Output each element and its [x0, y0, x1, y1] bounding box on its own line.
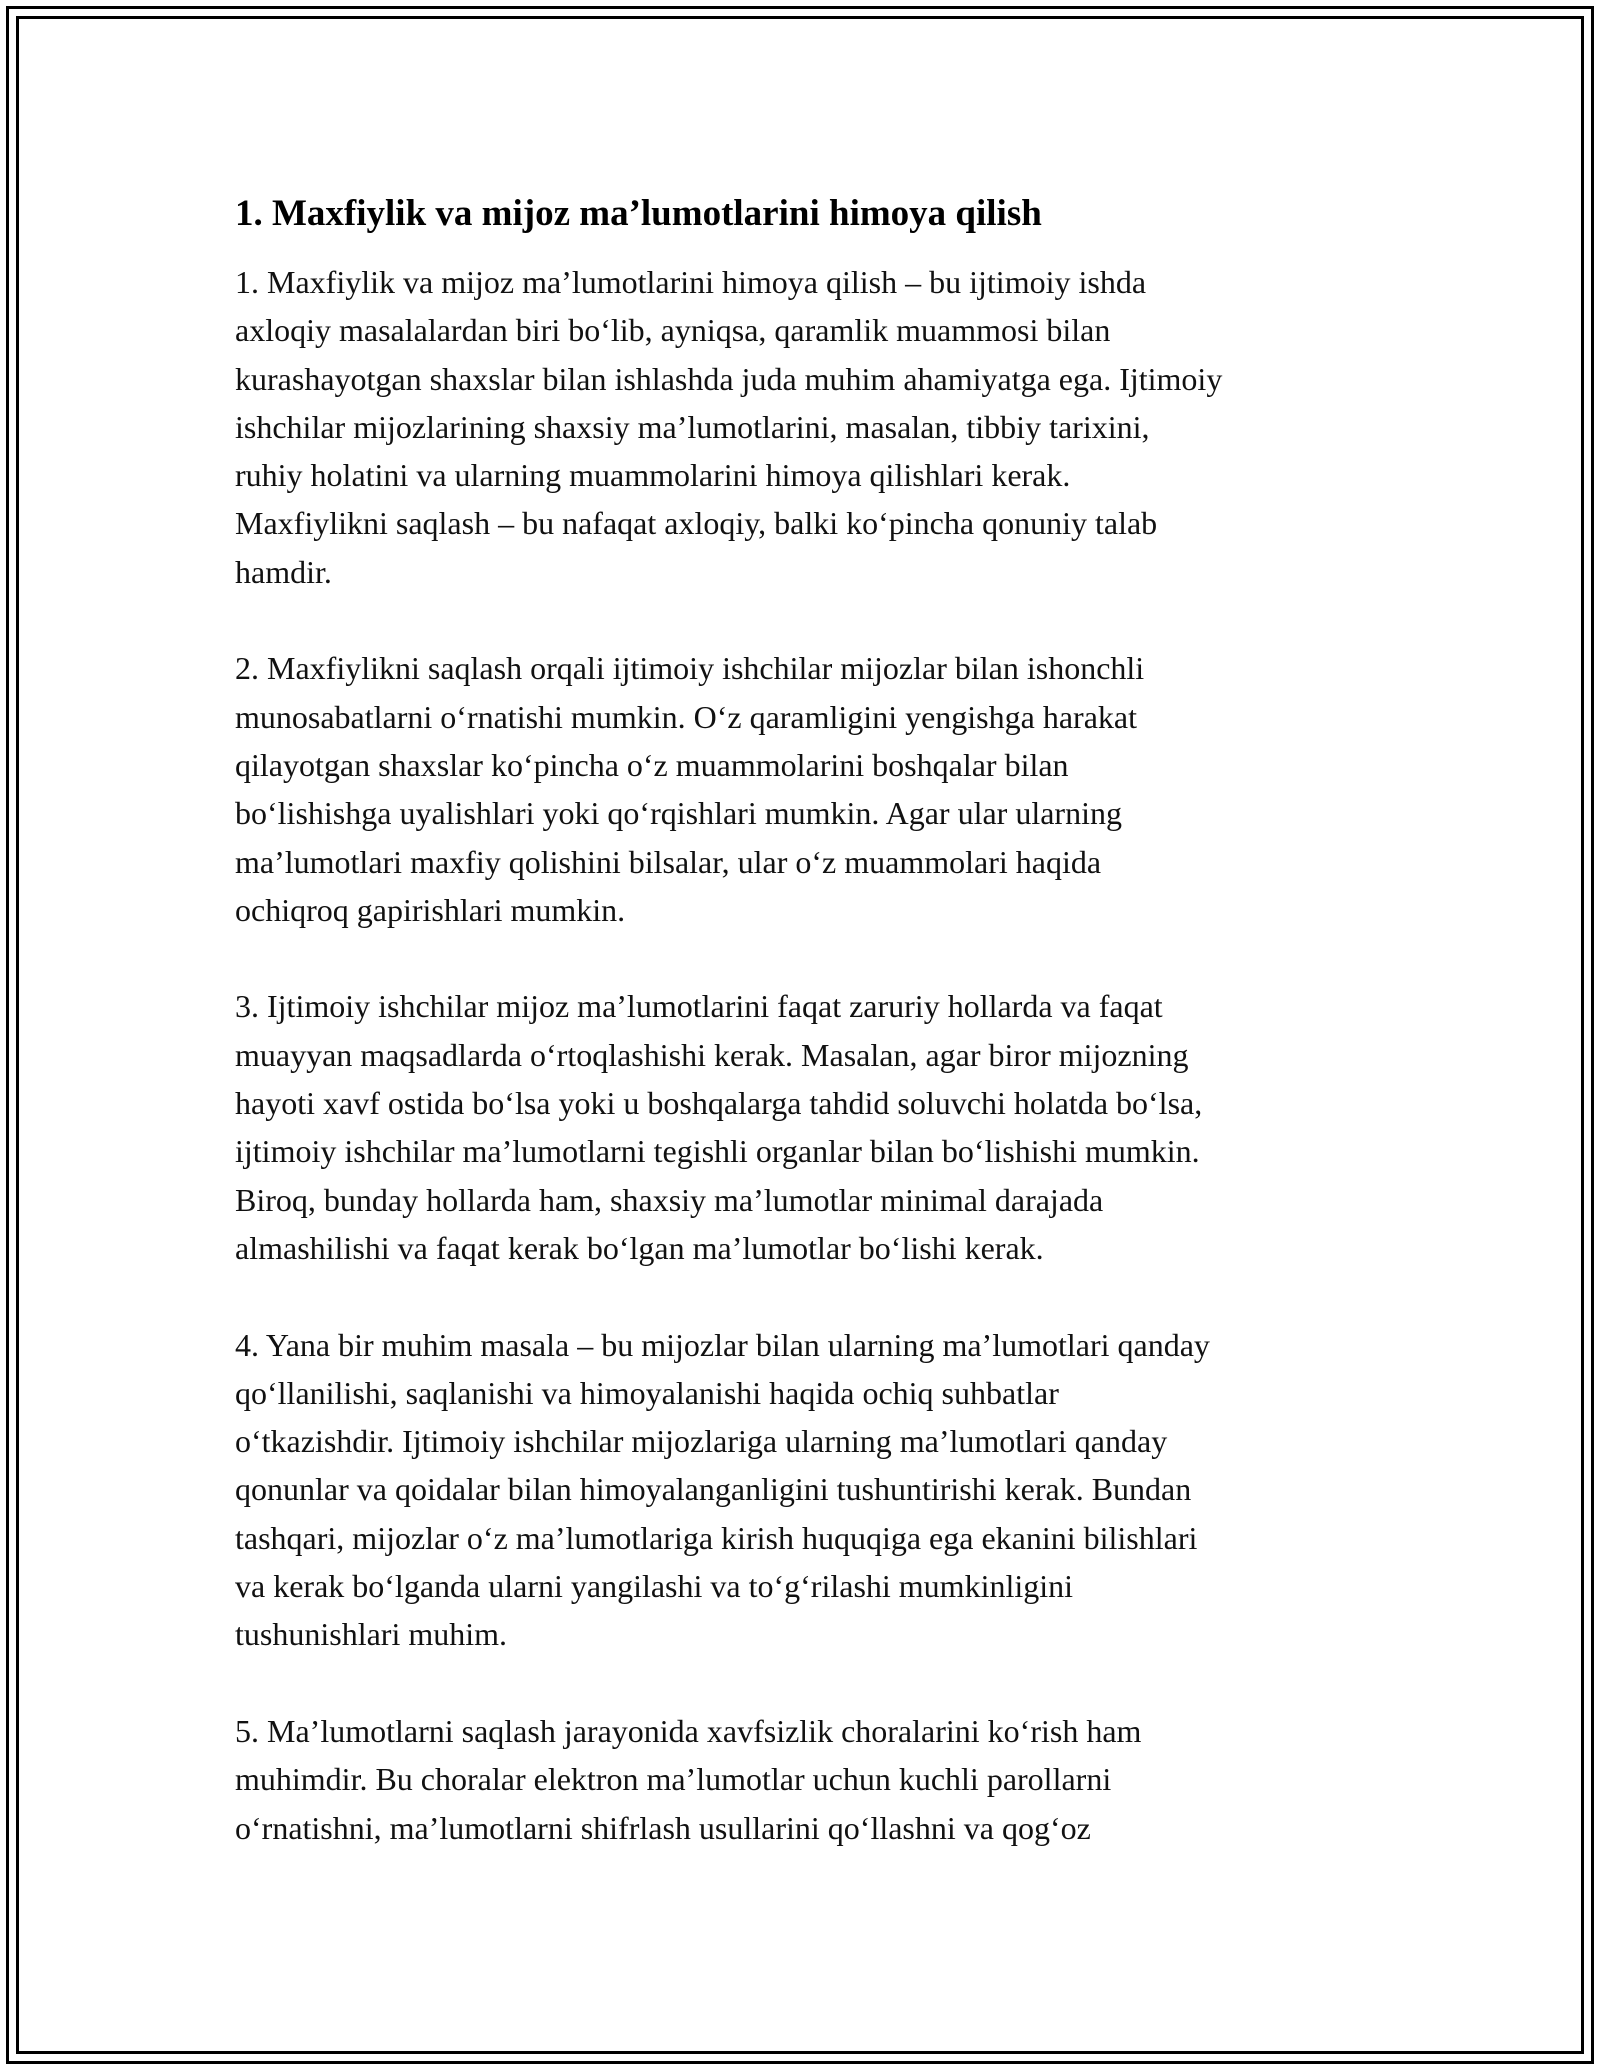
paragraph-5: 5. Ma’lumotlarni saqlash jarayonida xavfsizlik choralarini ko‘rish ham muhimdir. Bu choralar elektron ma’lumotlar uchun kuchli parollarni o‘rnatishni, ma’lumotlarni shifrlash usullarini qo‘llashni va qog‘oz — [235, 1712, 1142, 1846]
document-title: 1. Maxfiylik va mijoz ma’lumotlarini himoya qilish — [235, 193, 1042, 234]
paragraph-2: 2. Maxfiylikni saqlash orqali ijtimoiy ishchilar mijozlar bilan ishonchli munosabatlarni o‘rnatishi mumkin. O‘z qaramligini yengishga harakat qilayotgan shaxslar ko‘pincha o‘z muammolarini boshqalar bilan bo‘lishishga uyalishlari yoki qo‘rqishlari mumkin. Agar ular ularning ma’lumotlari maxfiy qolishini bilsalar, ular o‘z muammolari haqida ochiqroq gapirishlari mumkin. — [235, 650, 1145, 928]
paragraph-1: 1. Maxfiylik va mijoz ma’lumotlarini himoya qilish – bu ijtimoiy ishda axloqiy masalalardan biri bo‘lib, ayniqsa, qaramlik muammosi bilan kurashayotgan shaxslar bilan ishlashda juda muhim ahamiyatga ega. Ijtimoiy ishchilar mijozlarining shaxsiy ma’lumotlarini, masalan, tibbiy tarixini, ruhiy holatini va ularning muammolarini himoya qilishlari kerak. Maxfiylikni saqlash – bu nafaqat axloqiy, balki ko‘pincha qonuniy talab hamdir. — [235, 264, 1223, 590]
paragraph-3: 3. Ijtimoiy ishchilar mijoz ma’lumotlarini faqat zaruriy hollarda va faqat muayyan maqsadlarda o‘rtoqlashishi kerak. Masalan, agar biror mijozning hayoti xavf ostida bo‘lsa yoki u boshqalarga tahdid soluvchi holatda bo‘lsa, ijtimoiy ishchilar ma’lumotlarni tegishli organlar bilan bo‘lishishi mumkin. Biroq, bunday hollarda ham, shaxsiy ma’lumotlar minimal darajada almashilishi va faqat kerak bo‘lgan ma’lumotlar bo‘lishi kerak. — [235, 988, 1203, 1266]
paragraph-4: 4. Yana bir muhim masala – bu mijozlar bilan ularning ma’lumotlari qanday qo‘llanilishi, saqlanishi va himoyalanishi haqida ochiq suhbatlar o‘tkazishdir. Ijtimoiy ishchilar mijozlariga ularning ma’lumotlari qanday qonunlar va qoidalar bilan himoyalanganligini tushuntirishi kerak. Bundan tashqari, mijozlar o‘z ma’lumotlariga kirish huquqiga ega ekanini bilishlari va kerak bo‘lganda ularni yangilashi va to‘g‘rilashi mumkinligini tushunishlari muhim. — [235, 1326, 1210, 1653]
document-body — [235, 188, 1380, 1900]
